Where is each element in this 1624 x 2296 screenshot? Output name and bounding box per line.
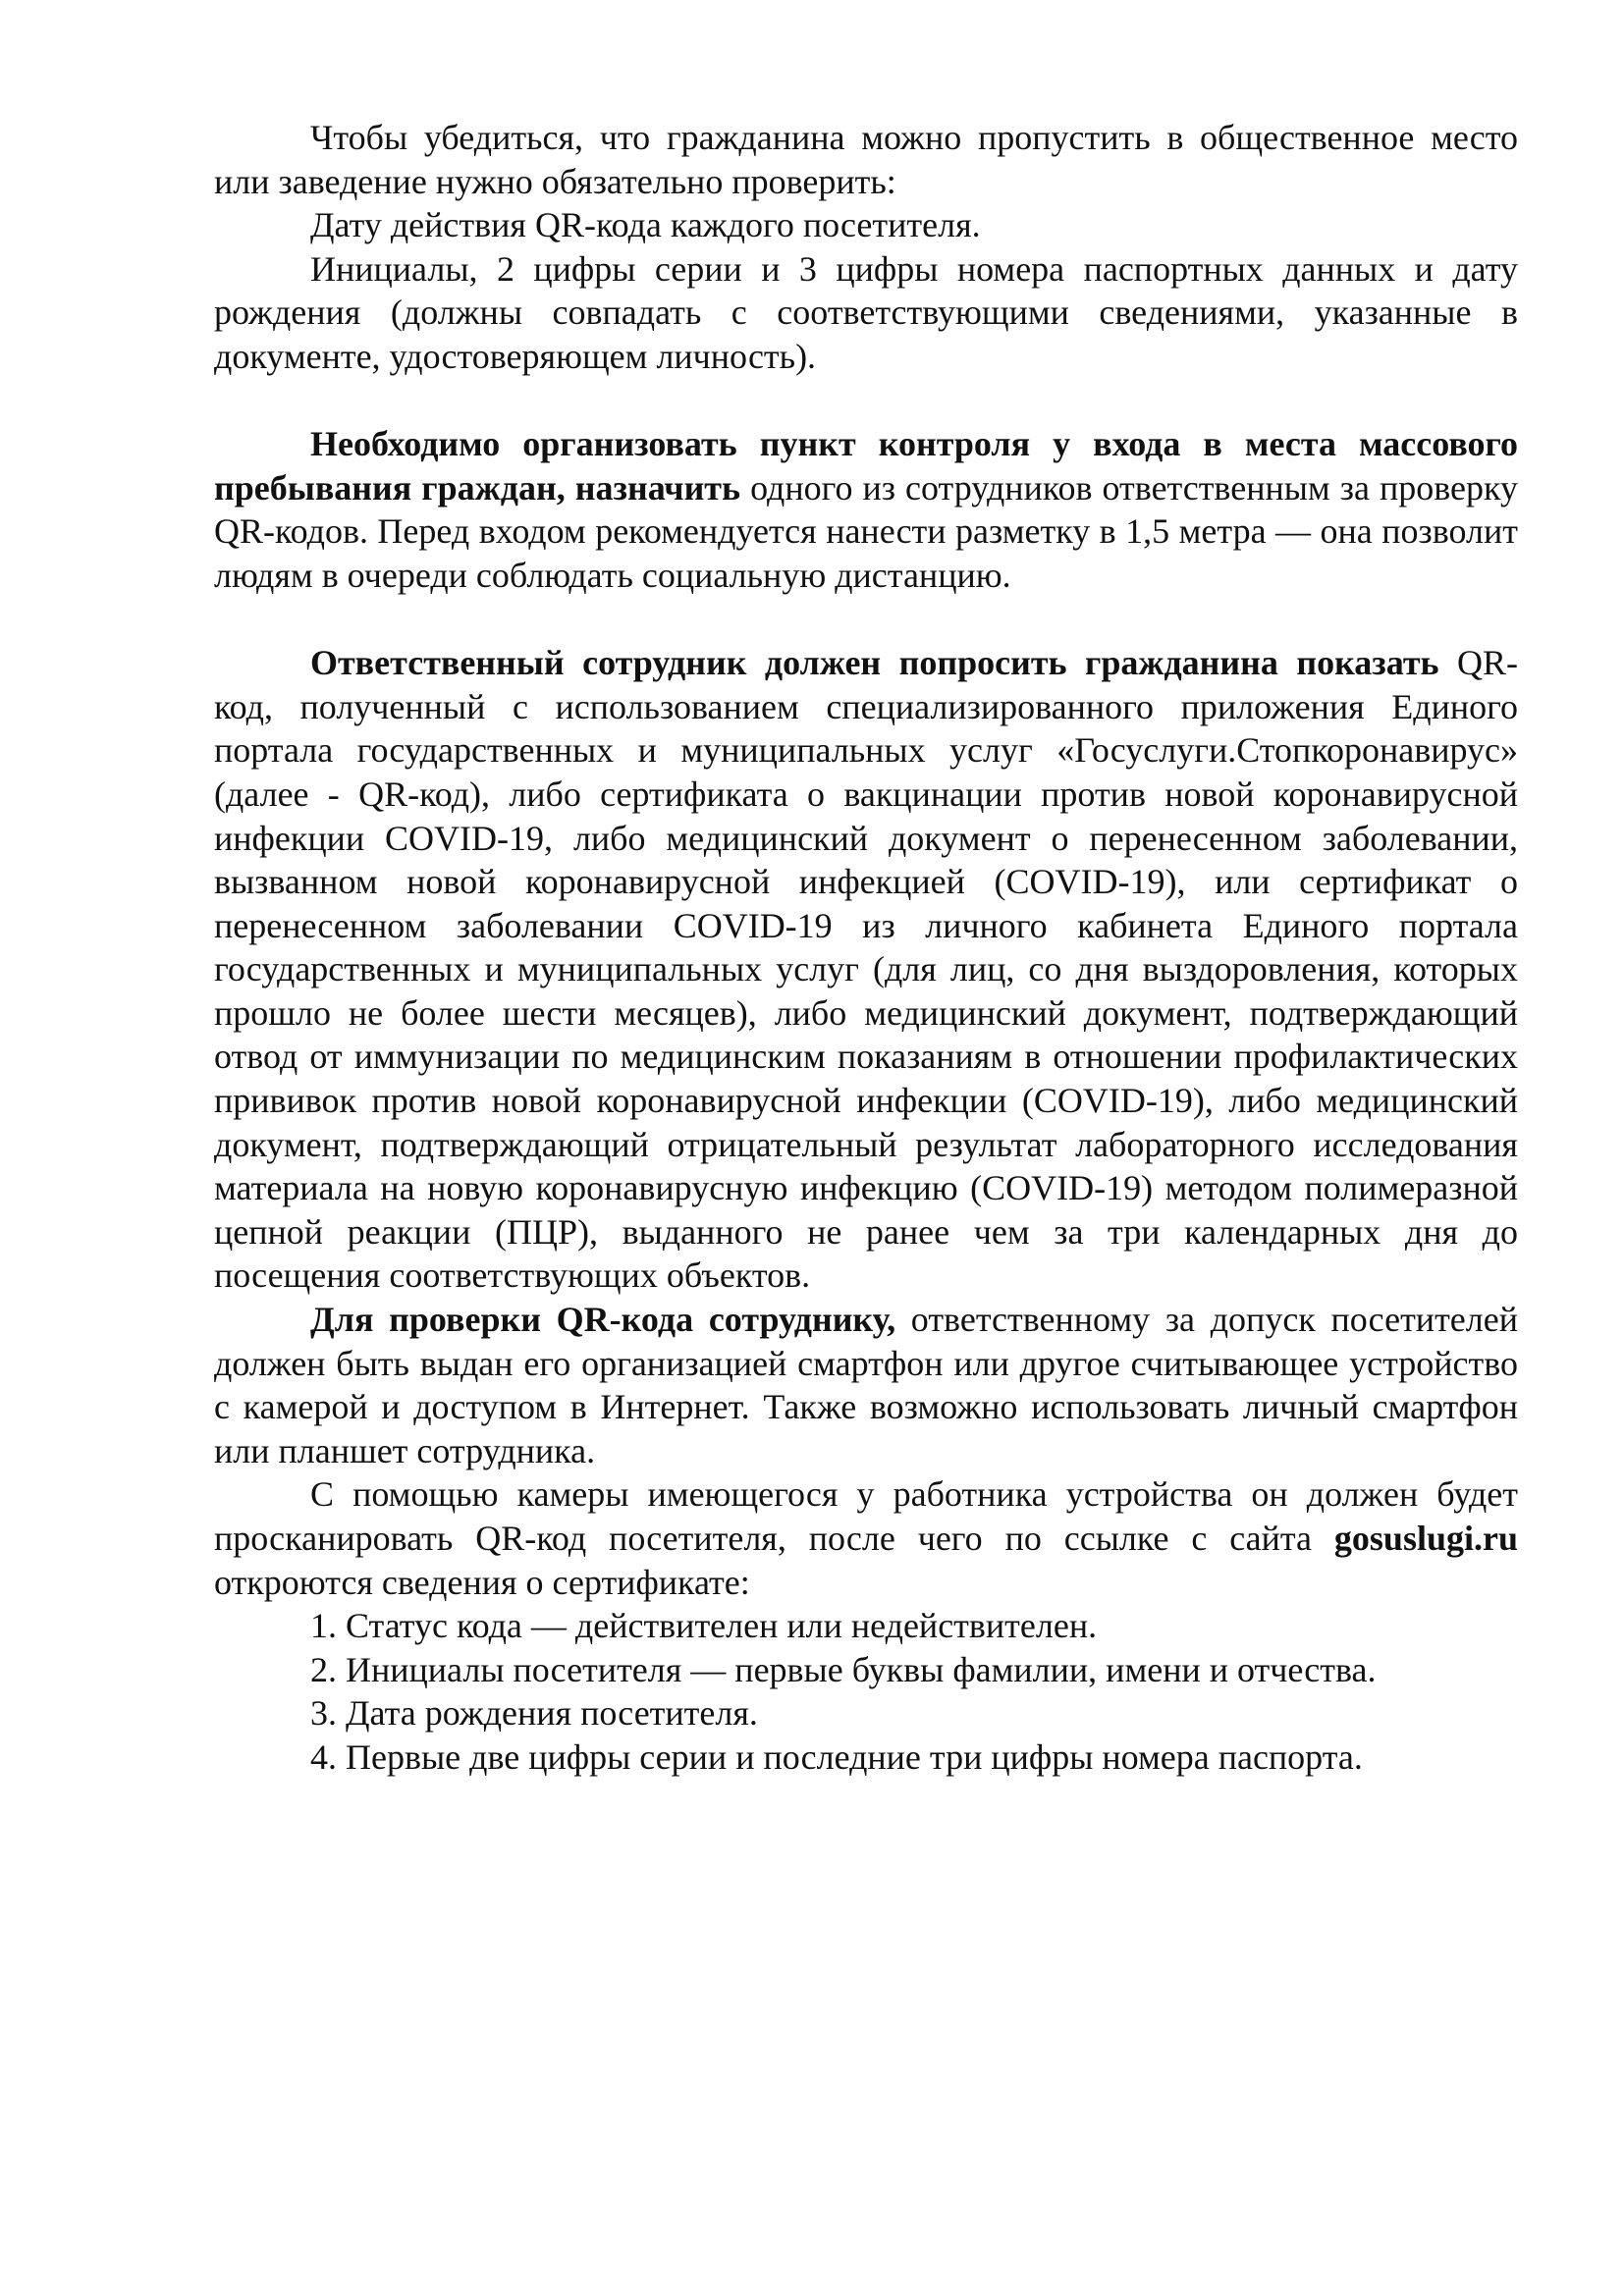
initials-text: Инициалы, 2 цифры серии и 3 цифры номера паспортных данных и дату рождения (должны совпадать с соответствующими сведениями, указанные в документе, удостоверяющем личность). [214,248,1518,376]
site-name: gosuslugi.ru [1333,1519,1518,1558]
control-point-text: одного из сотрудников ответственным за проверку QR-кодов. Перед входом рекомендуется нанести разметку в 1,5 метра — она позволит людям в очереди соблюдать социальную дистанцию. [214,467,1518,595]
list-item [214,1604,1518,1648]
list-item-number: 2. [310,1649,337,1689]
responsible-employee-text: QR-код, полученный с использованием специализированного приложения Единого портала государственных и муниципальных услуг «Госуслуги.Стопкоронавирус» (далее - QR-код), либо сертификата о вакцинации против новой коронавирусной инфекции COVID-19, либо медицинский документ о перенесенном заболевании, вызванном новой коронавирусной инфекцией (COVID-19), или сертификат о перенесенном заболевании COVID-19 из личного кабинета Единого портала государственных и муниципальных услуг (для лиц, со дня выздоровления, которых прошло не более шести месяцев), либо медицинский документ, подтверждающий отвод от иммунизации по медицинским показаниям в отношении профилактических прививок против новой коронавирусной инфекции (COVID-19), либо медицинский документ, подтверждающий отрицательный результат лабораторного исследования материала на новую коронавирусную инфекцию (COVID-19) методом полимеразной цепной реакции (ПЦР), выданного не ранее чем за три календарных дня до посещения соответствующих объектов. [214,643,1519,1296]
list-item-number: 1. [310,1606,337,1646]
paragraph-intro [214,116,1518,203]
document-page [214,116,1518,1780]
list-item-text: Инициалы посетителя — первые буквы фамилии, имени и отчества. [346,1649,1377,1689]
qr-date-text: Дату действия QR-кода каждого посетителя. [310,205,981,245]
scan-text-before: С помощью камеры имеющегося у работника устройства он должен будет просканировать QR-код посетителя, после чего по ссылке с сайта [214,1474,1518,1558]
intro-text: Чтобы убедиться, что гражданина можно пропустить в общественное место или заведение нужно обязательно проверить: [214,118,1518,201]
list-item [214,1735,1518,1780]
paragraph-control-point [214,422,1518,597]
list-item-number: 4. [310,1736,337,1777]
paragraph-gap [214,379,1518,423]
check-device-text: ответственному за допуск посетителей должен быть выдан его организацией смартфон или другое считывающее устройство с камерой и доступом в Интернет. Также возможно использовать личный смартфон или планшет сотрудника. [214,1300,1518,1470]
check-device-heading: Для проверки QR-кода сотруднику, [310,1300,896,1340]
paragraph-responsible-employee [214,641,1518,1298]
list-item [214,1648,1518,1692]
scan-text-after: откроются сведения о сертификате: [214,1562,750,1602]
paragraph-initials [214,247,1518,379]
list-item-text: Первые две цифры серии и последние три цифры номера паспорта. [346,1736,1363,1777]
paragraph-scan [214,1472,1518,1604]
certificate-info-list [214,1604,1518,1779]
list-item-text: Дата рождения посетителя. [346,1693,758,1734]
control-point-heading: Необходимо организовать пункт контроля у входа в места массового пребывания граждан, назначить [214,424,1518,507]
paragraph-check-device [214,1298,1518,1472]
list-item-number: 3. [310,1693,337,1734]
list-item [214,1691,1518,1735]
paragraph-gap [214,598,1518,642]
list-item-text: Статус кода — действителен или недействителен. [346,1606,1098,1646]
responsible-employee-heading: Ответственный сотрудник должен попросить гражданина показать [310,643,1439,683]
paragraph-qr-date [214,203,1518,247]
